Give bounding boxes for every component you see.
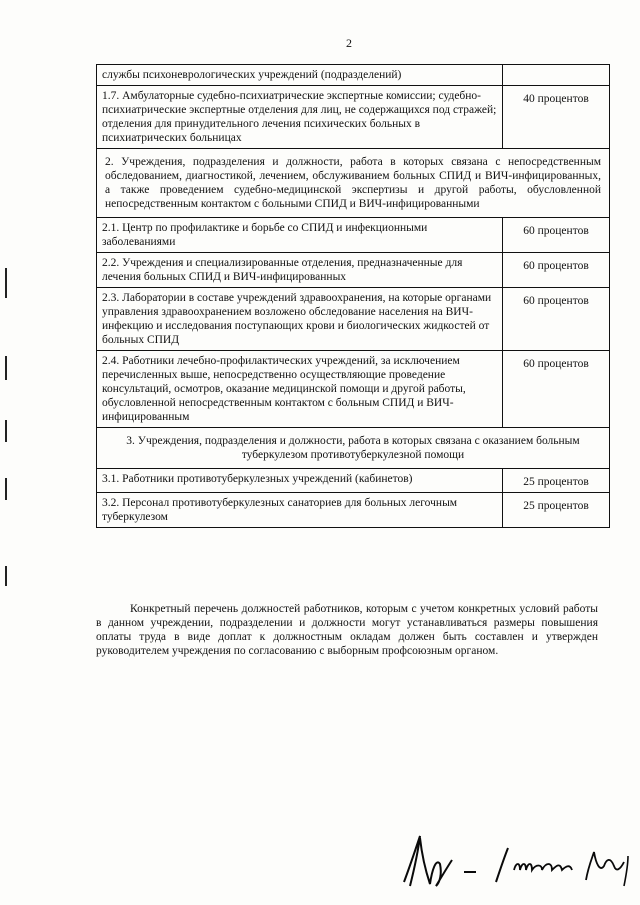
scan-artifact — [5, 268, 7, 298]
allowance-value: 60 процентов — [503, 253, 610, 288]
table-row — [97, 65, 610, 86]
item-description: 2.1. Центр по профилактике и борьбе со СПИД и инфекционными заболеваниями — [97, 218, 503, 253]
page-number: 2 — [346, 36, 352, 50]
item-description: 3.1. Работники противотуберкулезных учреждений (кабинетов) — [97, 469, 503, 493]
table-row — [97, 469, 610, 493]
scan-artifact — [5, 420, 7, 442]
allowance-value: 60 процентов — [503, 218, 610, 253]
allowance-value: 40 процентов — [503, 86, 610, 149]
table-row — [97, 253, 610, 288]
table-row — [97, 218, 610, 253]
allowance-value: 25 процентов — [503, 493, 610, 528]
table-row — [97, 86, 610, 149]
table-section-row — [97, 428, 610, 469]
item-description: службы психоневрологических учреждений (подразделений) — [97, 65, 503, 86]
allowance-value: 25 процентов — [503, 469, 610, 493]
table-row — [97, 288, 610, 351]
allowance-table — [96, 64, 610, 528]
item-description: 1.7. Амбулаторные судебно-психиатрические экспертные комиссии; судебно-психиатрические экспертные отделения для лиц, не содержащихся под стражей; отделения для принудительного лечения психических больных в психиатрических больницах — [97, 86, 503, 149]
scan-artifact — [5, 478, 7, 500]
item-description: 2.4. Работники лечебно-профилактических учреждений, за исключением перечисленных выше, непосредственно осуществляющие проведение консультаций, осмотров, оказание медицинской помощи и другой работы, обусловленной непосредственным контактом с больным СПИД и ВИЧ-инфицированным — [97, 351, 503, 428]
scan-artifact — [5, 356, 7, 380]
allowance-value: 60 процентов — [503, 288, 610, 351]
table-row — [97, 351, 610, 428]
handwritten-signature — [396, 826, 632, 896]
section-heading: 2. Учреждения, подразделения и должности, работа в которых связана с непосредственным обследованием, диагностикой, лечением, обслуживанием больных СПИД и ВИЧ-инфицированных, а также проведением судебно-медицинской экспертизы и другой работы, обусловленной непосредственным контактом с больными СПИД и ВИЧ-инфицированными — [97, 149, 610, 218]
scan-artifact — [5, 566, 7, 586]
table-section-row — [97, 149, 610, 218]
item-description: 2.2. Учреждения и специализированные отделения, предназначенные для лечения больных СПИД и ВИЧ-инфицированных — [97, 253, 503, 288]
allowance-value — [503, 65, 610, 86]
item-description: 2.3. Лаборатории в составе учреждений здравоохранения, на которые органами управления здравоохранением возложено обследование населения на ВИЧ-инфекцию и исследования поступающих крови и биологических жидкостей от больных СПИД — [97, 288, 503, 351]
item-description: 3.2. Персонал противотуберкулезных санаториев для больных легочным туберкулезом — [97, 493, 503, 528]
closing-paragraph: Конкретный перечень должностей работников, которым с учетом конкретных условий работы в данном учреждении, подразделении и должности могут устанавливаться размеры повышения оплаты труда в виде доплат к должностным окладам должен быть составлен и утвержден руководителем учреждения по согласованию с выборным профсоюзным органом. — [96, 603, 598, 657]
section-heading: 3. Учреждения, подразделения и должности, работа в которых связана с оказанием больным туберкулезом противотуберкулезной помощи — [97, 428, 610, 469]
table-row — [97, 493, 610, 528]
allowance-value: 60 процентов — [503, 351, 610, 428]
